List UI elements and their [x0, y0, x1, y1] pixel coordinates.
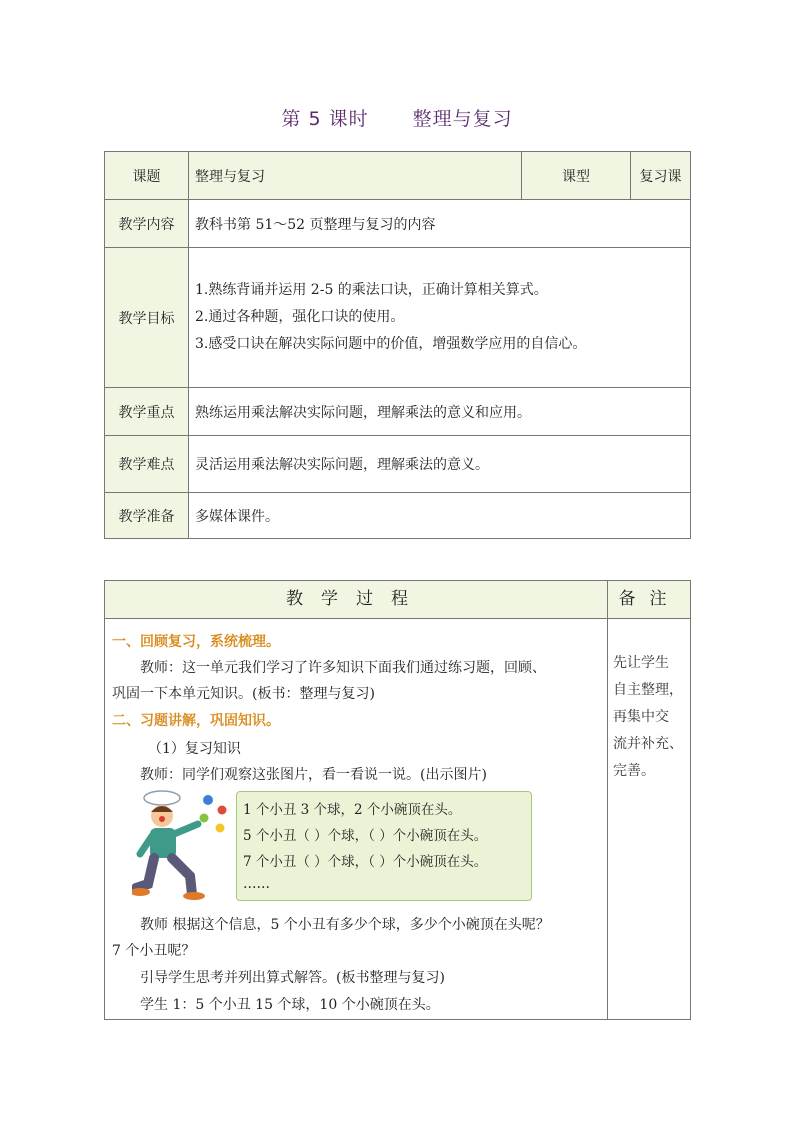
goal-item: 1.熟练背诵并运用 2-5 的乘法口诀，正确计算相关算式。	[195, 282, 548, 298]
column-divider	[607, 618, 608, 1019]
box-line: 5 个小丑（ ）个球，（ ）个小碗顶在头。	[243, 828, 488, 844]
paragraph-4b: 7 个小丑呢？	[112, 943, 196, 959]
process-header-row	[105, 581, 690, 619]
note-line: 流并补充、	[613, 736, 683, 752]
notes-header: 备注	[607, 581, 691, 618]
note-line: 自主整理，	[613, 682, 683, 698]
paragraph-1b: 巩固一下本单元知识。(板书：整理与复习)	[112, 686, 375, 702]
paragraph-4a: 教师 根据这个信息，5 个小丑有多少个球，多少个小碗顶在头呢？	[140, 917, 550, 933]
box-line: 1 个小丑 3 个球，2 个小碗顶在头。	[243, 802, 462, 818]
process-header: 教学过程	[286, 589, 426, 609]
box-line: ……	[243, 876, 270, 892]
prep-label: 教学准备	[105, 493, 189, 539]
paragraph-5: 引导学生思考并列出算式解答。(板书整理与复习)	[140, 970, 445, 986]
page-title	[0, 104, 794, 131]
goal-label: 教学目标	[105, 248, 189, 388]
box-line: 7 个小丑（ ）个球，（ ）个小碗顶在头。	[243, 854, 488, 870]
lesson-info-table	[104, 151, 691, 539]
section-2-heading: 二、习题讲解，巩固知识。	[112, 713, 280, 729]
note-line: 完善。	[613, 763, 655, 779]
paragraph-6: 学生 1：5 个小丑 15 个球，10 个小碗顶在头。	[140, 997, 440, 1013]
paragraph-2: （1）复习知识	[148, 741, 241, 757]
goal-item: 3.感受口诀在解决实际问题中的价值，增强数学应用的自信心。	[195, 336, 587, 352]
difficulty-value: 灵活运用乘法解决实际问题，理解乘法的意义。	[189, 436, 691, 493]
type-label: 课型	[522, 152, 631, 200]
key-label: 教学重点	[105, 388, 189, 436]
key-value: 熟练运用乘法解决实际问题，理解乘法的意义和应用。	[189, 388, 691, 436]
paragraph-3: 教师：同学们观察这张图片，看一看说一说。(出示图片)	[140, 767, 487, 783]
teacher-notes	[613, 650, 683, 785]
note-line: 先让学生	[613, 655, 669, 671]
lesson-topic: 整理与复习	[412, 108, 513, 130]
goal-item: 2.通过各种题，强化口诀的使用。	[195, 309, 405, 325]
prep-value: 多媒体课件。	[189, 493, 691, 539]
goal-list	[189, 248, 691, 388]
info-box	[236, 791, 532, 901]
lesson-number: 第 5 课时	[281, 108, 369, 130]
topic-value: 整理与复习	[189, 152, 522, 200]
content-label: 教学内容	[105, 200, 189, 248]
clown-juggler-illustration	[132, 784, 232, 902]
note-line: 再集中交	[613, 709, 669, 725]
topic-label: 课题	[105, 152, 189, 200]
difficulty-label: 教学难点	[105, 436, 189, 493]
paragraph-1a: 教师：这一单元我们学习了许多知识下面我们通过练习题，回顾、	[140, 660, 546, 676]
type-value: 复习课	[631, 152, 691, 200]
section-1-heading: 一、回顾复习，系统梳理。	[112, 634, 280, 650]
content-value: 教科书第 51～52 页整理与复习的内容	[189, 200, 691, 248]
